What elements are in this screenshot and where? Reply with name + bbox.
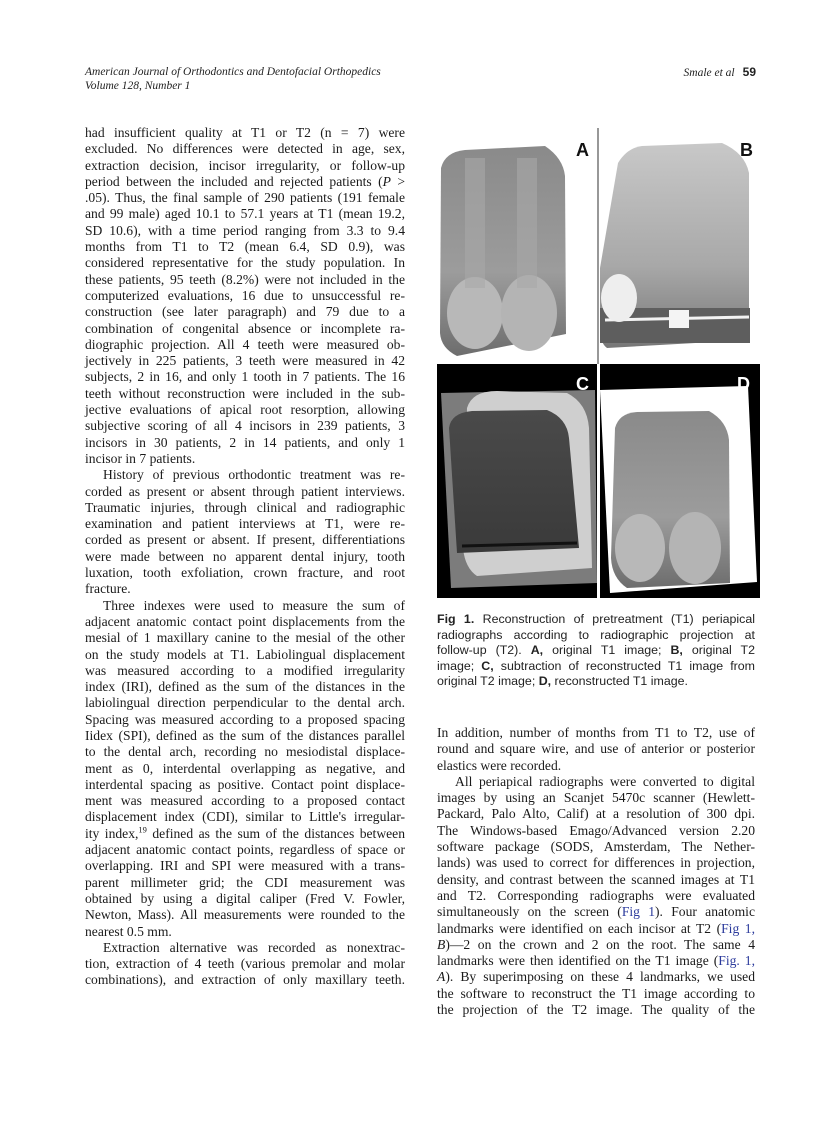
text-line	[85, 826, 405, 842]
text-line: subjective scoring of all 4 incisors in 239 patients, 3	[85, 418, 405, 434]
text-segment: Fig 1.	[437, 612, 475, 626]
panel-label-d: D	[737, 374, 750, 394]
text-segment: )—2 on the crown and 2 on the root. The same 4	[445, 936, 755, 952]
figure-link[interactable]: Fig. 1,	[718, 953, 755, 969]
text-segment: original T1 image;	[543, 643, 671, 658]
text-line: was measured according to a modified irregularity	[85, 662, 405, 678]
text-segment: ). Four anatomic	[655, 904, 755, 920]
text-segment: image;	[437, 658, 482, 673]
text-line: diographic projection. All 4 teeth were measured ob-	[85, 336, 405, 352]
text-line: overlapping. IRI and SPI were measured with a trans-	[85, 858, 405, 874]
text-line: ment was measured according to a proposed contact	[85, 793, 405, 809]
text-line: Packard, Palo Alto, Calif) at a resolution of 300 dpi.	[437, 806, 755, 822]
panel-label-c: C	[576, 374, 589, 394]
text-line: jectively in 225 patients, 3 teeth were measured in 42	[85, 353, 405, 369]
text-line: Newton, Mass). All measurements were rounded to the	[85, 907, 405, 923]
running-header-right	[684, 66, 756, 81]
text-segment: P	[382, 173, 391, 189]
text-line	[437, 921, 755, 937]
text-line	[437, 904, 755, 920]
text-line	[437, 937, 755, 953]
text-segment: Reconstruction of pretreatment (T1) periapical	[474, 612, 755, 626]
text-line: ment as 0, interdental overlapping as negative, and	[85, 760, 405, 776]
journal-volume: Volume 128, Number 1	[85, 79, 191, 92]
text-line: lands) was used to correct for differences in projection,	[437, 855, 755, 871]
text-line: .05). Thus, the final sample of 290 patients (191 female	[85, 190, 405, 206]
text-line	[437, 659, 755, 675]
text-line: computerized evaluations, 16 due to unsuccessful re-	[85, 287, 405, 303]
text-segment: A	[437, 969, 446, 985]
text-line: Three indexes were used to measure the sum of	[103, 597, 405, 613]
text-segment: follow-up (T2).	[437, 643, 531, 658]
text-line: density, and contrast between the scanned images at T1	[437, 871, 755, 887]
text-line: tion, extraction of 4 teeth (various premolar and molar	[85, 956, 405, 972]
text-segment: >	[390, 173, 405, 189]
text-line	[85, 174, 405, 190]
text-line	[437, 612, 755, 628]
text-line: adjacent anatomic contact points, regardless of space or	[85, 842, 405, 858]
text-line: Extraction alternative was recorded as nonextrac-	[103, 939, 405, 955]
text-line: had insufficient quality at T1 or T2 (n = 7) were	[85, 125, 405, 140]
journal-title: American Journal of Orthodontics and Dentofacial Orthopedics	[85, 66, 381, 78]
figure-1	[437, 128, 760, 598]
text-line: combinations), and extraction of only maxillary teeth.	[85, 972, 405, 988]
text-line: teeth without reconstruction were included in the sub-	[85, 385, 405, 401]
text-line: images by using an Scanjet 5470c scanner (Hewlett-	[437, 790, 755, 806]
panel-d	[600, 364, 760, 598]
text-segment: ). By superimposing on these 4 landmarks, we used	[445, 969, 755, 985]
text-line: round and square wire, and use of anterior or posterior	[437, 741, 755, 757]
panel-label-b: B	[740, 140, 753, 160]
text-line: were made between no apparent dental injury, tooth	[85, 548, 405, 564]
text-segment: B,	[670, 643, 683, 658]
text-line: these patients, 95 teeth (8.2%) were not included in the	[85, 271, 405, 287]
figure-caption	[437, 612, 755, 690]
text-line: incisors in 30 patients, 2 in 14 patients, and only 1	[85, 434, 405, 450]
text-line: construction (see later paragraph) and 79 due to a	[85, 304, 405, 320]
page-number: 59	[742, 65, 756, 79]
text-line: jective evaluations of apical root resorption, allowing	[85, 402, 405, 418]
text-segment: simultaneously on the screen (	[437, 904, 622, 920]
text-line: interdental spacing as positive. Contact point displace-	[85, 776, 405, 792]
text-line: corded as present or absent through patient interviews.	[85, 483, 405, 499]
text-line: subjects, 2 in 16, and only 1 tooth in 7 patients. The 16	[85, 369, 405, 385]
text-segment: A,	[530, 643, 544, 658]
text-segment: defined as the sum of the distances between	[146, 825, 405, 841]
text-line: excluded. No differences were detected in age, sex,	[85, 141, 405, 157]
text-line: and T2. Corresponding radiographs were evaluated	[437, 887, 755, 903]
text-line: luxation, tooth exfoliation, crown fracture, and root	[85, 565, 405, 581]
text-segment: reconstructed T1 image.	[551, 674, 688, 689]
text-segment: C,	[481, 658, 494, 673]
text-line: adjacent anatomic contact point displacements from the	[85, 613, 405, 629]
text-segment: original T2 image;	[437, 674, 539, 689]
text-line: extraction decision, incisor irregularity, or follow-up	[85, 157, 405, 173]
text-line: to the dental arch, recording no mesiodistal displace-	[85, 744, 405, 760]
text-segment: subtraction of reconstructed T1 image from	[493, 658, 755, 673]
text-line: the projection of the T2 image. The quality of the	[437, 1002, 755, 1018]
panel-b	[600, 140, 753, 348]
text-segment: B	[437, 936, 446, 952]
panel-c	[437, 364, 597, 598]
text-segment: period between the included and rejected patients (	[85, 173, 383, 189]
text-line: In addition, number of months from T1 to T2, use of	[437, 725, 755, 740]
reference-superscript[interactable]: 19	[138, 824, 147, 835]
text-line: radiographs according to radiographic projection at	[437, 627, 755, 642]
authors: Smale et al	[683, 67, 735, 79]
text-line: the software to reconstruct the T1 image according to	[437, 985, 755, 1001]
text-line: considered representative for the study population. In	[85, 255, 405, 271]
panel-a	[440, 140, 589, 356]
left-column-text	[85, 125, 405, 989]
text-segment: landmarks were identified on each incisor at T2 (	[437, 920, 722, 936]
text-line: examination and patient interviews at T1, were re-	[85, 516, 405, 532]
text-line: fracture.	[85, 581, 131, 597]
text-line: Iidex (SPI), defined as the sum of the distances parallel	[85, 727, 405, 743]
text-line: parent millimeter grid; the CDI measurement was	[85, 874, 405, 890]
text-line	[437, 953, 755, 969]
text-line: software package (SODS, Amsterdam, The Nether-	[437, 839, 755, 855]
text-line: Traumatic injuries, through clinical and radiographic	[85, 499, 405, 515]
radiograph-panels	[437, 128, 760, 598]
text-line: and 99 male) aged 10.1 to 57.1 years at T1 (mean 19.2,	[85, 206, 405, 222]
text-line: SD 10.6), with a time period ranging from 3.3 to 9.4	[85, 222, 405, 238]
text-line: on the study models at T1. Labiolingual displacement	[85, 646, 405, 662]
text-line: obtained by using a digital caliper (Fred V. Fowler,	[85, 890, 405, 906]
text-line: mesial of 1 maxillary canine to the mesial of the other	[85, 630, 405, 646]
text-line: index (IRI), defined as the sum of the distances in the	[85, 679, 405, 695]
text-line: The Windows-based Emago/Advanced version 2.20	[437, 822, 755, 838]
text-line: incisor in 7 patients.	[85, 450, 196, 466]
text-line: Spacing was measured according to a proposed spacing	[85, 711, 405, 727]
text-line: History of previous orthodontic treatment was re-	[103, 467, 405, 483]
text-segment: landmarks were then identified on the T1 image (	[437, 953, 719, 969]
text-line: corded as present or absent. If present, differentiations	[85, 532, 405, 548]
text-line: combination of congenital absence or incomplete ra-	[85, 320, 405, 336]
running-header-left	[85, 66, 381, 93]
text-line: labiolingual direction perpendicular to the dental arch.	[85, 695, 405, 711]
panel-label-a: A	[576, 140, 589, 160]
text-segment: original T2	[682, 643, 755, 658]
figure-link[interactable]: Fig 1,	[721, 920, 755, 936]
text-segment: D,	[538, 674, 552, 689]
text-line: All periapical radiographs were converted to digital	[455, 773, 755, 789]
right-column-text	[437, 725, 755, 1018]
figure-link[interactable]: Fig 1	[621, 904, 656, 920]
text-line: displacement index (CDI), similar to Little's irregular-	[85, 809, 405, 825]
text-line: nearest 0.5 mm.	[85, 923, 172, 939]
text-line: elastics were recorded.	[437, 757, 562, 773]
text-segment: ity index,	[85, 825, 139, 841]
text-line: months from T1 to T2 (mean 6.4, SD 0.9), was	[85, 239, 405, 255]
text-line	[437, 674, 755, 690]
text-line	[437, 969, 755, 985]
text-line	[437, 643, 755, 659]
